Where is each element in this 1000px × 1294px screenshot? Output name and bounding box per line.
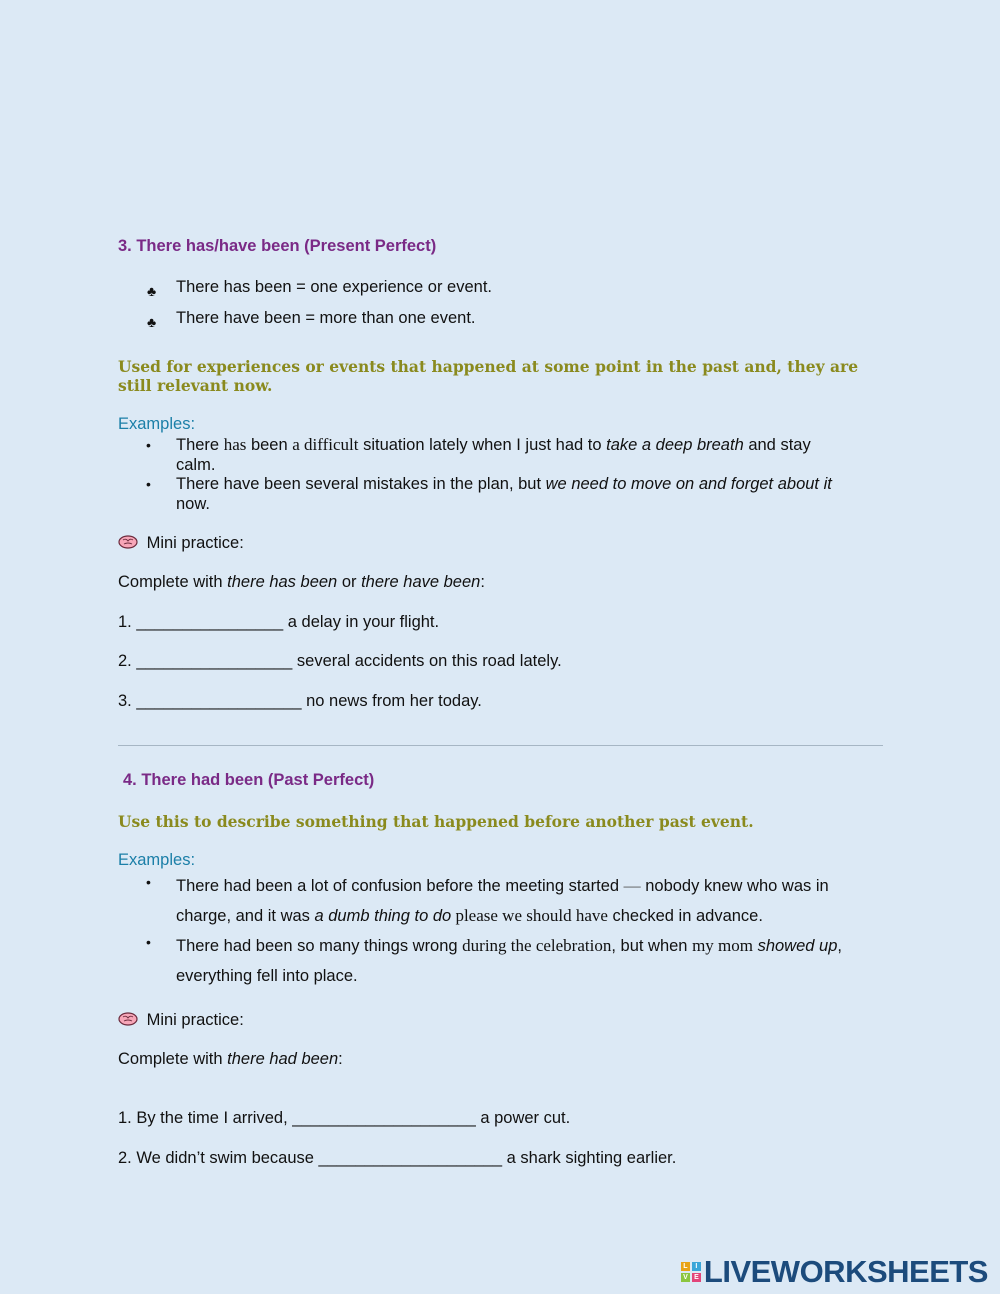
practice-item-1[interactable]: 1. By the time I arrived, ____________________ a power cut. bbox=[118, 1109, 571, 1127]
practice-item-2[interactable]: 2. _________________ several accidents on this road lately. bbox=[118, 652, 562, 670]
mini-practice-label: Mini practice: bbox=[118, 534, 244, 553]
bullet-icon: • bbox=[146, 934, 151, 950]
example-item: There had been so many things wrong during the celebration, but when my mom showed up, everything fell into place. bbox=[176, 936, 842, 985]
examples-label: Examples: bbox=[118, 415, 196, 433]
brain-icon bbox=[118, 535, 138, 549]
section-3-heading: 3. There has/have been (Present Perfect) bbox=[118, 237, 437, 255]
bullet-icon: • bbox=[146, 437, 151, 453]
examples-label: Examples: bbox=[118, 851, 196, 869]
mini-practice-label: Mini practice: bbox=[118, 1011, 244, 1030]
logo-text: LIVEWORKSHEETS bbox=[703, 1254, 988, 1289]
section-4-usage-note: Use this to describe something that happened before another past event. bbox=[118, 812, 754, 831]
practice-item-1[interactable]: 1. ________________ a delay in your flight. bbox=[118, 613, 440, 631]
practice-item-2[interactable]: 2. We didn’t swim because ____________________ a shark sighting earlier. bbox=[118, 1149, 677, 1167]
example-item: There has been a difficult situation lately when I just had to take a deep breath and stay calm. bbox=[176, 435, 811, 474]
logo-blocks-icon: L I V E bbox=[681, 1262, 701, 1282]
bullet-icon: • bbox=[146, 476, 151, 492]
practice-instruction: Complete with there had been: bbox=[118, 1050, 343, 1068]
section-divider bbox=[118, 745, 883, 746]
club-bullet-icon: ♣ bbox=[147, 283, 157, 299]
club-bullet-icon: ♣ bbox=[147, 314, 157, 330]
practice-instruction: Complete with there has been or there have been: bbox=[118, 573, 485, 591]
example-item: There had been a lot of confusion before the meeting started — nobody knew who was in charge, and it was a dumb thing to do please we should have checked in advance. bbox=[176, 876, 829, 925]
liveworksheets-logo[interactable] bbox=[681, 1254, 988, 1290]
bullet-icon: • bbox=[146, 874, 151, 890]
practice-item-3[interactable]: 3. __________________ no news from her today. bbox=[118, 692, 482, 710]
section-3-usage-note: Used for experiences or events that happened at some point in the past and, they are still relevant now. bbox=[118, 357, 859, 395]
example-item: There have been several mistakes in the plan, but we need to move on and forget about it now. bbox=[176, 475, 832, 513]
rule-item: There have been = more than one event. bbox=[176, 309, 476, 327]
rule-item: There has been = one experience or event. bbox=[176, 278, 493, 296]
section-4-heading: 4. There had been (Past Perfect) bbox=[123, 771, 375, 789]
brain-icon bbox=[118, 1012, 138, 1026]
